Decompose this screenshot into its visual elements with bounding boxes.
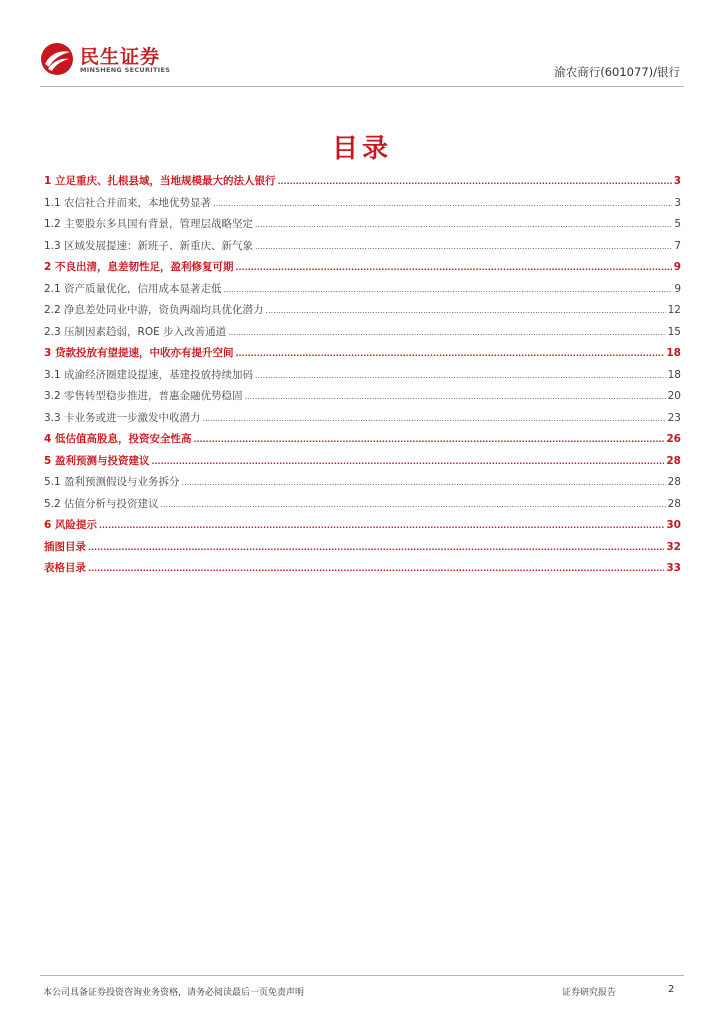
toc-title: 目录 (331, 134, 392, 164)
toc-entry-chapter[interactable] (44, 560, 681, 582)
toc-entry-page: 9 (673, 261, 681, 273)
toc-entry-page: 3 (674, 196, 681, 209)
toc-entry-chapter[interactable] (44, 173, 681, 195)
toc-entry-page: 33 (666, 562, 681, 574)
toc-entry-label: 插图目录 (44, 540, 86, 553)
toc-entry-section[interactable] (44, 367, 681, 389)
toc-entry-chapter[interactable] (44, 345, 681, 367)
toc-entry-label: 2.2 净息差处同业中游，资负两端均具优化潜力 (44, 304, 264, 316)
toc-entry-page: 23 (667, 411, 681, 424)
toc-leader-dots (203, 414, 666, 423)
toc-entry-page: 5 (674, 218, 681, 230)
footer-divider (40, 975, 684, 976)
brand-name-en: MINSHENG SECURITIES (80, 66, 171, 74)
toc-leader-dots (255, 220, 672, 229)
toc-entry-label: 表格目录 (44, 562, 86, 574)
toc-entry-section[interactable] (44, 216, 681, 238)
toc-entry-section[interactable] (44, 410, 681, 432)
toc-leader-dots (266, 306, 666, 315)
page-number: 2 (668, 984, 675, 995)
toc-entry-page: 28 (667, 497, 681, 510)
toc-entry-section[interactable] (44, 324, 681, 346)
toc-entry-label: 3.2 零售转型稳步推进，普惠金融优势稳固 (44, 390, 243, 402)
minsheng-logo-icon (40, 42, 74, 76)
toc-entry-section[interactable] (44, 302, 681, 324)
toc-leader-dots (193, 435, 664, 444)
toc-leader-dots (235, 263, 671, 272)
toc-entry-section[interactable] (44, 281, 681, 303)
toc-entry-section[interactable] (44, 388, 681, 410)
footer-doc-type: 证券研究报告 (562, 988, 617, 998)
toc-entry-label: 1.3 区域发展提速：新班子、新重庆、新气象 (44, 239, 254, 252)
toc-entry-page: 9 (674, 282, 681, 295)
toc-entry-page: 15 (667, 325, 681, 338)
toc-entry-section[interactable] (44, 496, 681, 518)
toc-entry-section[interactable] (44, 474, 681, 496)
toc-entry-label: 2 不良出清，息差韧性足，盈利修复可期 (44, 261, 234, 273)
toc-entry-label: 6 风险提示 (44, 519, 97, 531)
toc-entry-page: 3 (673, 175, 681, 187)
page-header (40, 40, 684, 88)
toc-entry-label: 3 贷款投放有望提速，中收亦有提升空间 (44, 347, 234, 359)
toc-entry-page: 18 (667, 368, 681, 381)
toc-entry-page: 20 (667, 390, 681, 402)
toc-entry-chapter[interactable] (44, 431, 681, 453)
toc-leader-dots (255, 371, 666, 380)
footer-disclaimer: 本公司具备证券投资咨询业务资格，请务必阅读最后一页免责声明 (43, 988, 305, 998)
toc-entry-section[interactable] (44, 195, 681, 217)
toc-leader-dots (99, 521, 664, 530)
toc-entry-label: 1.1 农信社合并而来，本地优势显著 (44, 196, 212, 209)
toc-leader-dots (161, 500, 666, 509)
toc-leader-dots (213, 199, 672, 208)
toc-entry-label: 2.1 资产质量优化，信用成本显著走低 (44, 282, 222, 295)
toc-entry-page: 12 (667, 304, 681, 316)
report-tag: 渝农商行(601077)/银行 (554, 65, 680, 79)
table-of-contents (44, 173, 681, 582)
toc-entry-label: 3.3 卡业务或进一步激发中收潜力 (44, 411, 201, 424)
toc-entry-label: 5.2 估值分析与投资建议 (44, 497, 159, 510)
toc-leader-dots (277, 177, 671, 186)
toc-entry-label: 1.2 主要股东多具国有背景，管理层战略坚定 (44, 218, 254, 230)
toc-entry-page: 28 (666, 454, 681, 467)
toc-entry-label: 5 盈利预测与投资建议 (44, 454, 150, 467)
toc-leader-dots (245, 392, 666, 401)
toc-leader-dots (182, 478, 666, 487)
toc-entry-page: 26 (666, 433, 681, 445)
toc-entry-chapter[interactable] (44, 453, 681, 475)
toc-entry-chapter[interactable] (44, 539, 681, 561)
toc-leader-dots (255, 242, 672, 251)
toc-leader-dots (151, 457, 664, 466)
header-divider (40, 86, 684, 87)
toc-entry-label: 1 立足重庆、扎根县域，当地规模最大的法人银行 (44, 175, 276, 187)
toc-entry-label: 5.1 盈利预测假设与业务拆分 (44, 476, 180, 488)
toc-entry-label: 2.3 压制因素趋弱，ROE 步入改善通道 (44, 325, 227, 338)
toc-entry-label: 3.1 成渝经济圈建设提速，基建投放持续加码 (44, 368, 254, 381)
toc-leader-dots (88, 564, 664, 573)
toc-leader-dots (88, 543, 664, 552)
toc-entry-page: 18 (666, 347, 681, 359)
toc-entry-chapter[interactable] (44, 517, 681, 539)
toc-entry-section[interactable] (44, 238, 681, 260)
brand-name: 民生证券 (80, 46, 161, 68)
toc-entry-page: 32 (666, 540, 681, 553)
toc-entry-label: 4 低估值高股息，投资安全性高 (44, 433, 192, 445)
toc-entry-chapter[interactable] (44, 259, 681, 281)
toc-leader-dots (224, 285, 673, 294)
toc-leader-dots (235, 349, 664, 358)
toc-entry-page: 30 (666, 519, 681, 531)
toc-entry-page: 7 (674, 239, 681, 252)
toc-leader-dots (228, 328, 666, 337)
toc-entry-page: 28 (667, 476, 681, 488)
